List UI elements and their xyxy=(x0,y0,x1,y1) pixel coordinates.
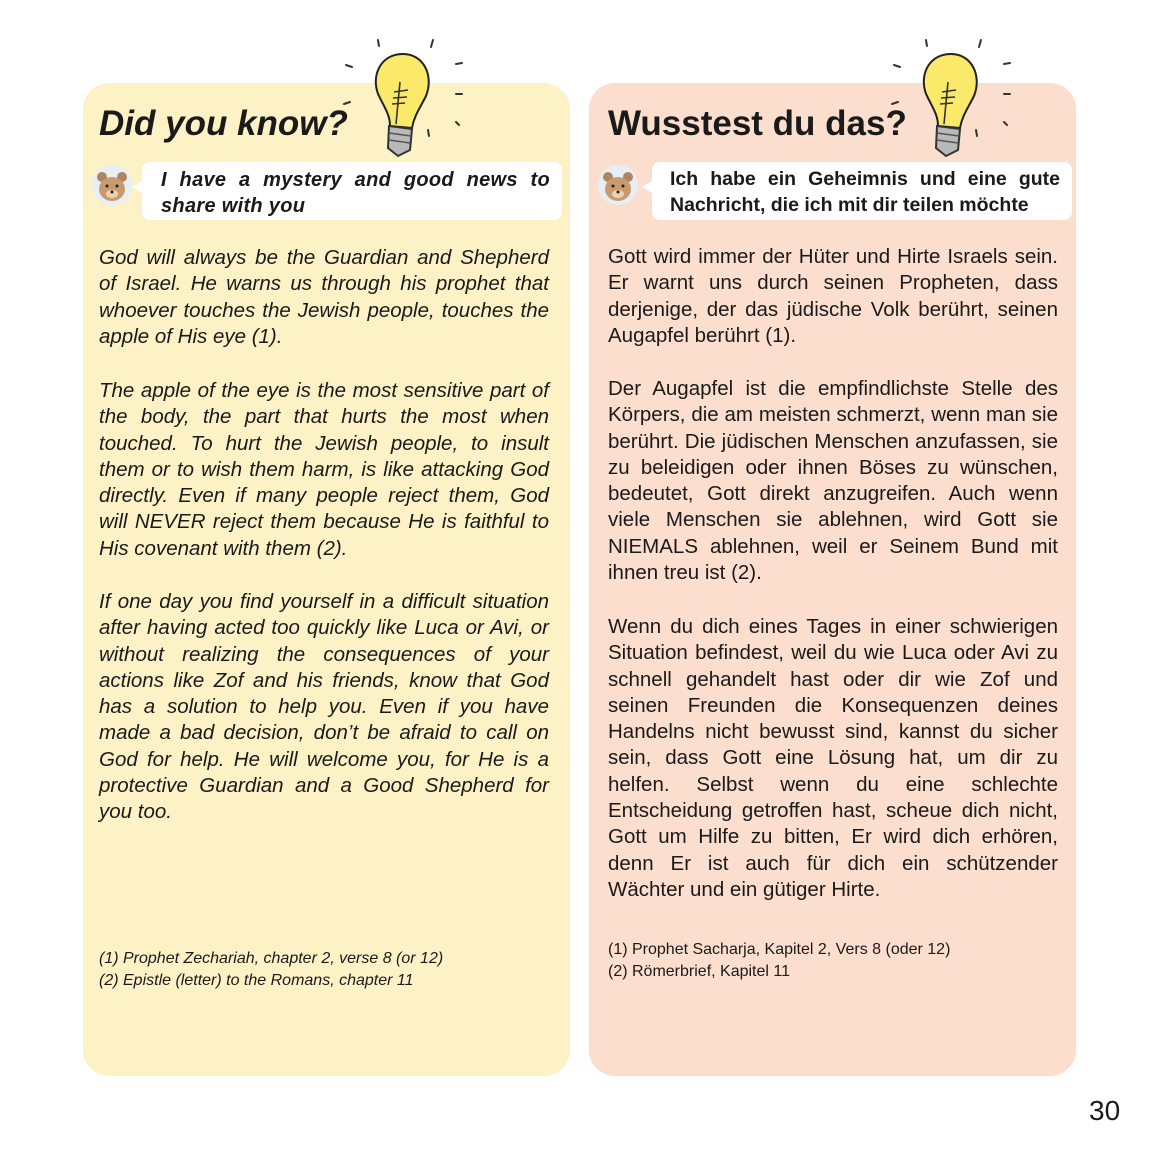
english-footnotes xyxy=(99,948,443,992)
german-title: Wusstest du das? xyxy=(608,104,907,143)
german-footnotes xyxy=(608,939,950,983)
german-paragraph: Wenn du dich eines Tages in einer schwierigen Situation befindest, weil du wie Luca oder Avi zu schnell gehandelt hast oder dir wie Zof und seinen Freunden die Konsequenzen deines Handelns nicht bewusst sind, kannst du sicher sein, dass Gott eine Lösung hat, um dir zu helfen. Selbst wenn du eine schlechte Entscheidung getroffen hast, scheue dich nicht, Gott um Hilfe zu bitten, Er wird dich erhören, denn Er ist auch für dich ein schützender Wächter und ein gütiger Hirte. xyxy=(608,615,1058,901)
speech-text: I have a mystery and good news to share with you xyxy=(161,169,550,217)
speech-bubble xyxy=(142,162,562,220)
english-paragraph: If one day you find yourself in a difficult situation after having acted too quickly like Luca or Avi, or without realizing the consequences of your actions like Zof and his friends, know that God has a solution to help you. Even if you have made a bad decision, don’t be afraid to call on God for help. He will welcome you, for He is a protective Guardian and a Good Shepherd for you too. xyxy=(99,590,549,824)
german-paragraph: Der Augapfel ist die empfindlichste Stelle des Körpers, die am meisten schmerzt, wenn man sie berührt. Die jüdischen Menschen anzufassen, sie zu beleidigen oder ihnen Böses zu wünschen, bedeutet, Gott direkt anzugreifen. Auch wenn viele Menschen sie ablehnen, wird Gott sie NIEMALS ablehnen, weil er Seinem Bund mit ihnen treu ist (2). xyxy=(608,377,1058,585)
bear-avatar xyxy=(92,165,132,205)
page-number: 30 xyxy=(1089,1095,1121,1126)
footnote: (1) Prophet Sacharja, Kapitel 2, Vers 8 (oder 12) xyxy=(608,941,951,958)
english-panel xyxy=(83,83,570,1076)
speech-text: Ich habe ein Geheimnis und eine gute Nachricht, die ich mit dir teilen möchte xyxy=(670,168,1060,216)
bear-avatar xyxy=(598,165,638,205)
footnote: (2) Römerbrief, Kapitel 11 xyxy=(608,963,790,980)
lightbulb-icon xyxy=(338,32,468,162)
english-paragraph: The apple of the eye is the most sensitive part of the body, the part that hurts the most when touched. To hurt the Jewish people, to insult them or to wish them harm, is like attacking God directly. Even if many people reject them, God will NEVER reject them because He is faithful to His covenant with them (2). xyxy=(99,379,549,560)
english-paragraph: God will always be the Guardian and Shepherd of Israel. He warns us through his prophet that whoever touches the Jewish people, touches the apple of His eye (1). xyxy=(99,246,549,348)
footnote: (1) Prophet Zechariah, chapter 2, verse 8 (or 12) xyxy=(99,950,444,967)
english-title: Did you know? xyxy=(99,104,348,143)
german-paragraph: Gott wird immer der Hüter und Hirte Israels sein. Er warnt uns durch seinen Propheten, dass derjenige, der das jüdische Volk berührt, seinen Augapfel berührt (1). xyxy=(608,245,1058,347)
footnote: (2) Epistle (letter) to the Romans, chapter 11 xyxy=(99,972,414,989)
speech-bubble xyxy=(652,162,1072,220)
